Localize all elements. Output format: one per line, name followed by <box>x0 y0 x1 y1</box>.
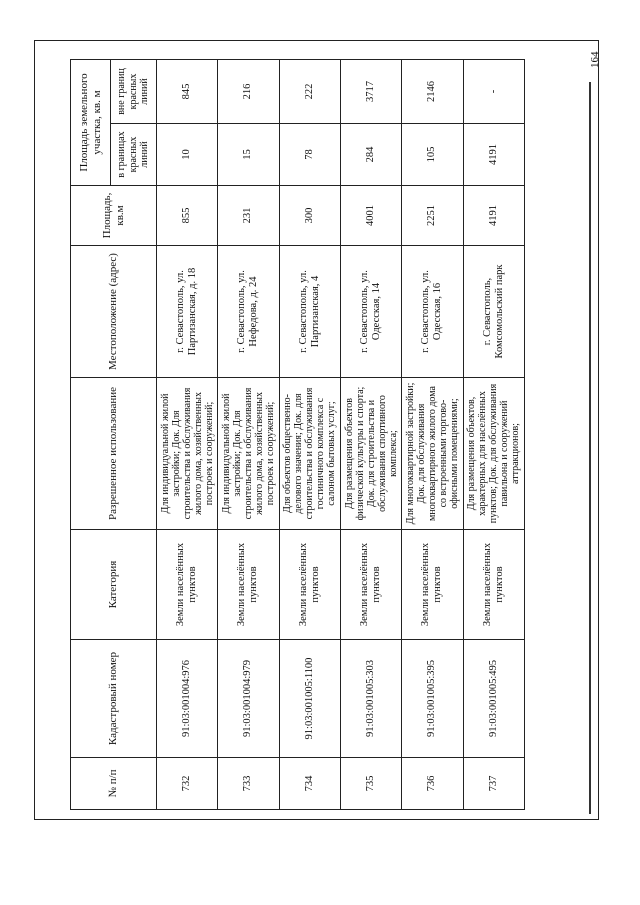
cell-outside-red-lines: - <box>463 59 524 123</box>
cell-area: 300 <box>279 186 340 246</box>
cell-permitted-use: Для размещения объектов физической культуры и спорта; Док. для строительства и обслуживания спортивного комплекса; <box>340 378 401 530</box>
page-divider <box>589 82 591 814</box>
cell-location: г. Севастополь, ул. Нефедова, д. 24 <box>218 246 279 378</box>
cell-num: 734 <box>279 758 340 810</box>
table-row <box>340 59 401 809</box>
cell-location: г. Севастополь, ул. Одесская, 16 <box>402 246 463 378</box>
cell-outside-red-lines: 216 <box>218 59 279 123</box>
header-outside-red-lines: вне границ красных линий <box>111 59 157 123</box>
cell-inside-red-lines: 10 <box>157 124 218 186</box>
header-land-plot-area: Площадь земельного участка, кв. м <box>71 59 111 185</box>
cell-cadastral-number: 91:03:001005:495 <box>463 640 524 758</box>
header-location: Местоположение (адрес) <box>71 246 157 378</box>
cell-location: г. Севастополь, ул. Одесская, 14 <box>340 246 401 378</box>
cell-num: 733 <box>218 758 279 810</box>
cell-num: 737 <box>463 758 524 810</box>
cell-permitted-use: Для индивидуальной жилой застройки; Док. Для строительства и обслуживания жилого дома, хозяйственных построек и сооружений; <box>218 378 279 530</box>
page-number: 164 <box>589 51 601 69</box>
header-category: Категория <box>71 530 157 640</box>
cell-category: Земли населённых пунктов <box>157 530 218 640</box>
cell-inside-red-lines: 4191 <box>463 124 524 186</box>
cell-category: Земли населённых пунктов <box>218 530 279 640</box>
land-plots-table <box>70 59 525 810</box>
cell-area: 2251 <box>402 186 463 246</box>
cell-area: 4001 <box>340 186 401 246</box>
cell-cadastral-number: 91:03:001004:979 <box>218 640 279 758</box>
cell-inside-red-lines: 78 <box>279 124 340 186</box>
cell-area: 4191 <box>463 186 524 246</box>
cell-permitted-use: Для индивидуальной жилой застройки; Док. Для строительства и обслуживания жилого дома, хозяйственных построек и сооружений; <box>157 378 218 530</box>
cell-inside-red-lines: 105 <box>402 124 463 186</box>
cell-num: 732 <box>157 758 218 810</box>
header-inside-red-lines: в границах красных линий <box>111 124 157 186</box>
cell-category: Земли населённых пунктов <box>279 530 340 640</box>
cell-cadastral-number: 91:03:001005:1100 <box>279 640 340 758</box>
cell-inside-red-lines: 15 <box>218 124 279 186</box>
cell-inside-red-lines: 284 <box>340 124 401 186</box>
header-area: Площадь, кв.м <box>71 186 157 246</box>
cell-permitted-use: Для многоквартирной застройки; Док. для обслуживания многоквартирного жилого дома со встроенными торгово-офисными помещениями; <box>402 378 463 530</box>
cell-outside-red-lines: 3717 <box>340 59 401 123</box>
cell-area: 855 <box>157 186 218 246</box>
cell-outside-red-lines: 222 <box>279 59 340 123</box>
cell-location: г. Севастополь, Комсомольский парк <box>463 246 524 378</box>
cell-location: г. Севастополь, ул. Партизанская, д. 18 <box>157 246 218 378</box>
cell-permitted-use: Для размещения объектов, характерных для населённых пунктов; Док. для обслуживания павильона и сооружений аттракционов; <box>463 378 524 530</box>
cell-location: г. Севастополь, ул. Партизанская, 4 <box>279 246 340 378</box>
cell-category: Земли населённых пунктов <box>463 530 524 640</box>
table-row <box>218 59 279 809</box>
cell-permitted-use: Для объектов общественно-делового значения; Док. для строительства и обслуживания гостиничного комплекса с салоном бытовых услуг; <box>279 378 340 530</box>
cell-category: Земли населённых пунктов <box>402 530 463 640</box>
cell-cadastral-number: 91:03:001005:395 <box>402 640 463 758</box>
table-row <box>463 59 524 809</box>
cell-cadastral-number: 91:03:001004:976 <box>157 640 218 758</box>
cell-outside-red-lines: 2146 <box>402 59 463 123</box>
rotated-table-container <box>70 60 525 810</box>
cell-cadastral-number: 91:03:001005:303 <box>340 640 401 758</box>
cell-num: 736 <box>402 758 463 810</box>
table-row <box>279 59 340 809</box>
cell-area: 231 <box>218 186 279 246</box>
header-permitted-use: Разрешенное использование <box>71 378 157 530</box>
cell-num: 735 <box>340 758 401 810</box>
table-row <box>402 59 463 809</box>
header-num: № п/п <box>71 758 157 810</box>
cell-outside-red-lines: 845 <box>157 59 218 123</box>
table-row <box>157 59 218 809</box>
cell-category: Земли населённых пунктов <box>340 530 401 640</box>
header-cadastral-number: Кадастровый номер <box>71 640 157 758</box>
